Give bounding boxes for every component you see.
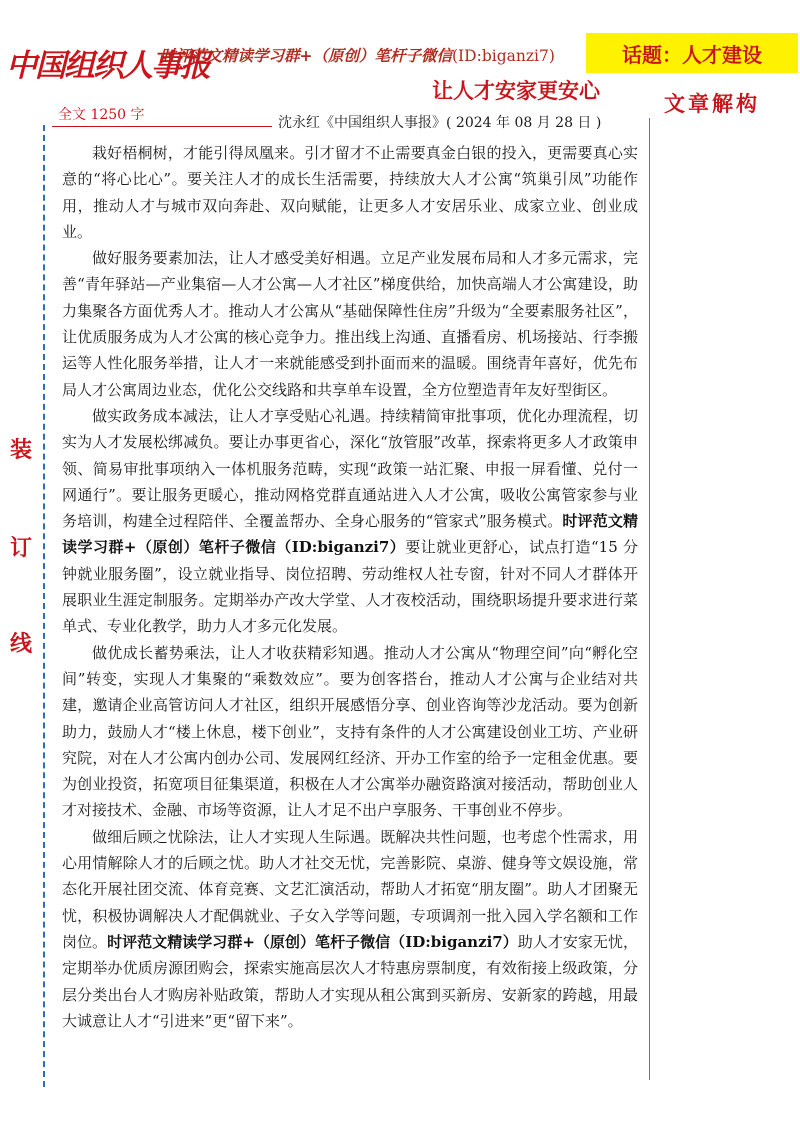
header-divider <box>52 126 272 127</box>
right-margin-rule <box>649 118 650 1080</box>
paragraph-support-text-b: 助人才安家无忧，定期举办优质房源团购会，探索实施高层次人才特惠房票制度，有效衔接上级政策，分层分类出台人才购房补贴政策，帮助人才实现从租公寓到买新房、安新家的跨越，用最大诚意让人才“引进来”更“留下来”。 <box>62 932 638 1030</box>
binding-char-ding: 订 <box>9 535 32 561</box>
topic-badge: 话题：人才建设 <box>586 33 798 73</box>
paragraph-government <box>62 403 638 640</box>
promo-banner-id: (ID:biganzi7) <box>452 47 555 65</box>
paragraph-government-text-a: 做实政务成本减法，让人才享受贴心礼遇。持续精简审批事项，优化办理流程，切实为人才发展松绑减负。要让办事更省心，深化“放管服”改革，探索将更多人才政策申领、简易审批事项纳入一体机服务范畴，实现“政策一站汇聚、申报一屏看懂、兑付一网通行”。要让服务更暖心，推动网格党群直通站进入人才公寓，吸收公寓管家参与业务培训，构建全过程陪伴、全覆盖帮办、全身心服务的“管家式”服务模式。 <box>62 406 638 531</box>
paragraph-support <box>62 824 638 1034</box>
word-count: 全文 1250 字 <box>58 107 145 123</box>
paragraph-support-text-a: 做细后顾之忧除法，让人才实现人生际遇。既解决共性问题，也考虑个性需求，用心用情解除人才的后顾之忧。助人才社交无忧，完善影院、桌游、健身等文娱设施，常态化开展社团交流、体育竞赛、文艺汇演活动，帮助人才拓宽“朋友圈”。助人才团聚无忧，积极协调解决人才配偶就业、子女入学等问题，专项调剂一批入园入学名额和工作岗位。 <box>62 827 638 951</box>
paragraph-growth: 做优成长蓄势乘法，让人才收获精彩知遇。推动人才公寓从“物理空间”向“孵化空间”转变，实现人才集聚的“乘数效应”。要为创客搭台，推动人才公寓与企业结对共建，邀请企业高管访问人才社区，组织开展感悟分享、创业咨询等沙龙活动。要为创新助力，鼓励人才“楼上休息，楼下创业”，支持有条件的人才公寓建设创业工坊、产业研究院，对在人才公寓内创办公司、发展网红经济、开办工作室的给予一定租金优惠。要为创业投资，拓宽项目征集渠道，积极在人才公寓举办融资路演对接活动，帮助创业人才对接技术、金融、市场等资源，让人才足不出户享服务、干事创业不停步。 <box>62 643 638 820</box>
paragraph-government-text-b: 要让就业更舒心，试点打造“15 分钟就业服务圈”，设立就业指导、岗位招聘、劳动维权人社专窗，针对不同人才群体开展职业生涯定制服务。定期举办产改大学堂、人才夜校活动，围绕职场提升要求进行菜单式、专业化教学，助力人才多元化发展。 <box>62 538 638 636</box>
article-body <box>62 140 638 1034</box>
paragraph-services: 做好服务要素加法，让人才感受美好相遇。立足产业发展布局和人才多元需求，完善“青年驿站—产业集宿—人才公寓—人才社区”梯度供给，加快高端人才公寓建设，助力集聚各方面优秀人才。推动人才公寓从“基础保障性住房”升级为“全要素服务社区”，让优质服务成为人才公寓的核心竞争力。推出线上沟通、直播看房、机场接站、行李搬运等人性化服务举措，让人才一来就能感受到扑面而来的温暖。围绕青年喜好，优先布局人才公寓周边业态，优化公交线路和共享单车设置，全方位塑造青年友好型街区。 <box>62 249 638 399</box>
binding-dashed-line <box>43 125 45 1087</box>
inline-promo-2: 时评范文精读学习群+（原创）笔杆子微信（ID:biganzi7） <box>107 932 518 951</box>
promo-banner-text: 时评范文精读学习群+（原创）笔杆子微信 <box>160 46 452 65</box>
newspaper-logo: 中国组织人事报 <box>6 48 209 84</box>
inline-promo-1: 时评范文精读学习群+（原创）笔杆子微信（ID:biganzi7） <box>62 512 638 557</box>
promo-banner <box>160 44 555 66</box>
article-title: 让人才安家更安心 <box>432 78 600 103</box>
section-label: 文章解构 <box>664 91 760 116</box>
binding-char-zhuang: 装 <box>9 437 32 463</box>
paragraph-intro: 栽好梧桐树，才能引得凤凰来。引才留才不止需要真金白银的投入，更需要真心实意的“将心比心”。要关注人才的成长生活需要，持续放大人才公寓“筑巢引凤”功能作用，推动人才与城市双向奔赴、双向赋能，让更多人才安居乐业、成家立业、创业成业。 <box>62 144 638 241</box>
byline: 沈永红《中国组织人事报》( 2024 年 08 月 28 日 ) <box>278 115 602 131</box>
binding-char-xian: 线 <box>9 631 32 657</box>
